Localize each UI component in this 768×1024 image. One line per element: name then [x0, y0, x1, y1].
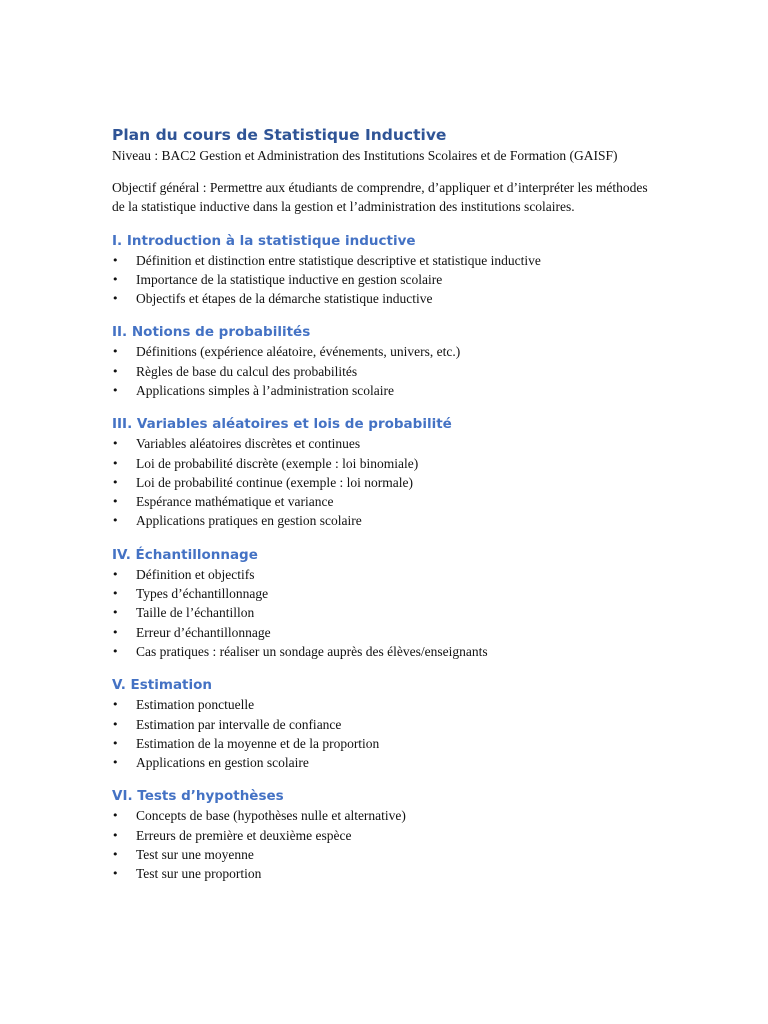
- bullet-icon: •: [112, 383, 119, 397]
- list-item-text: Estimation ponctuelle: [136, 697, 255, 713]
- list-item-text: Test sur une proportion: [136, 866, 262, 882]
- list-item-text: Test sur une moyenne: [136, 847, 254, 863]
- list-item-text: Loi de probabilité discrète (exemple : loi binomiale): [136, 455, 419, 471]
- bullet-icon: •: [112, 848, 119, 862]
- bullet-icon: •: [112, 253, 119, 267]
- list-item: [112, 381, 672, 400]
- bullet-list: [112, 695, 672, 772]
- list-item: [112, 565, 672, 584]
- section-heading: I. Introduction à la statistique inductive: [112, 232, 416, 249]
- bullet-icon: •: [112, 698, 119, 712]
- list-item-text: Définition et objectifs: [136, 566, 255, 582]
- list-item-text: Règles de base du calcul des probabilités: [136, 363, 358, 379]
- section-5: [112, 675, 672, 772]
- bullet-icon: •: [112, 364, 119, 378]
- bullet-icon: •: [112, 292, 119, 306]
- bullet-icon: •: [112, 456, 119, 470]
- list-item: [112, 511, 672, 530]
- section-3: [112, 414, 672, 530]
- list-item-text: Estimation par intervalle de confiance: [136, 716, 342, 732]
- bullet-icon: •: [112, 514, 119, 528]
- list-item-text: Erreur d’échantillonnage: [136, 624, 271, 640]
- list-item-text: Concepts de base (hypothèses nulle et alternative): [136, 808, 406, 824]
- list-item-text: Espérance mathématique et variance: [136, 494, 334, 510]
- section-6: [112, 786, 672, 883]
- list-item: [112, 642, 672, 661]
- list-item-text: Importance de la statistique inductive en gestion scolaire: [136, 271, 443, 287]
- list-item: [112, 845, 672, 864]
- course-sections: [112, 231, 672, 884]
- course-level: Niveau : BAC2 Gestion et Administration des Institutions Scolaires et de Formation (GAISF): [112, 148, 618, 163]
- section-heading: VI. Tests d’hypothèses: [112, 788, 284, 805]
- bullet-icon: •: [112, 736, 119, 750]
- list-item: [112, 362, 672, 381]
- bullet-icon: •: [112, 437, 119, 451]
- bullet-list: [112, 434, 672, 530]
- list-item-text: Applications simples à l’administration scolaire: [136, 382, 394, 398]
- bullet-icon: •: [112, 644, 119, 658]
- list-item-text: Taille de l’échantillon: [136, 605, 255, 621]
- list-item: [112, 623, 672, 642]
- document-title: Plan du cours de Statistique Inductive: [112, 126, 447, 144]
- list-item-text: Définition et distinction entre statistique descriptive et statistique inductive: [136, 252, 541, 268]
- bullet-list: [112, 342, 672, 400]
- list-item: [112, 826, 672, 845]
- bullet-list: [112, 251, 672, 309]
- list-item: [112, 492, 672, 511]
- list-item: [112, 806, 672, 825]
- bullet-icon: •: [112, 828, 119, 842]
- bullet-icon: •: [112, 475, 119, 489]
- list-item: [112, 603, 672, 622]
- bullet-icon: •: [112, 809, 119, 823]
- bullet-icon: •: [112, 625, 119, 639]
- bullet-icon: •: [112, 495, 119, 509]
- bullet-icon: •: [112, 717, 119, 731]
- list-item-text: Cas pratiques : réaliser un sondage auprès des élèves/enseignants: [136, 643, 488, 659]
- list-item: [112, 454, 672, 473]
- bullet-icon: •: [112, 756, 119, 770]
- section-heading: IV. Échantillonnage: [112, 546, 258, 563]
- bullet-icon: •: [112, 606, 119, 620]
- list-item: [112, 715, 672, 734]
- section-2: [112, 322, 672, 400]
- bullet-list: [112, 806, 672, 883]
- bullet-icon: •: [112, 345, 119, 359]
- list-item: [112, 864, 672, 883]
- list-item: [112, 270, 672, 289]
- list-item-text: Applications en gestion scolaire: [136, 755, 309, 771]
- section-heading: II. Notions de probabilités: [112, 324, 311, 341]
- section-1: [112, 231, 672, 309]
- list-item: [112, 473, 672, 492]
- list-item-text: Variables aléatoires discrètes et continues: [136, 436, 361, 452]
- list-item-text: Applications pratiques en gestion scolaire: [136, 513, 362, 529]
- document-body: [112, 124, 672, 884]
- bullet-icon: •: [112, 867, 119, 881]
- list-item: [112, 695, 672, 714]
- list-item-text: Estimation de la moyenne et de la proportion: [136, 735, 380, 751]
- list-item: [112, 289, 672, 308]
- list-item: [112, 342, 672, 361]
- section-heading: V. Estimation: [112, 677, 213, 694]
- course-objective: Objectif général : Permettre aux étudiants de comprendre, d’appliquer et d’interpréter les méthodes de la statistique inductive dans la gestion et l’administration des institutions scolaires.: [112, 179, 648, 214]
- bullet-icon: •: [112, 567, 119, 581]
- list-item: [112, 753, 672, 772]
- bullet-icon: •: [112, 272, 119, 286]
- bullet-icon: •: [112, 587, 119, 601]
- list-item-text: Loi de probabilité continue (exemple : loi normale): [136, 474, 414, 490]
- list-item-text: Types d’échantillonnage: [136, 586, 269, 602]
- list-item: [112, 251, 672, 270]
- list-item: [112, 584, 672, 603]
- list-item: [112, 434, 672, 453]
- section-heading: III. Variables aléatoires et lois de probabilité: [112, 416, 452, 433]
- list-item-text: Définitions (expérience aléatoire, événements, univers, etc.): [136, 344, 461, 360]
- section-4: [112, 545, 672, 661]
- bullet-list: [112, 565, 672, 661]
- list-item-text: Objectifs et étapes de la démarche statistique inductive: [136, 291, 433, 307]
- list-item: [112, 734, 672, 753]
- list-item-text: Erreurs de première et deuxième espèce: [136, 827, 352, 843]
